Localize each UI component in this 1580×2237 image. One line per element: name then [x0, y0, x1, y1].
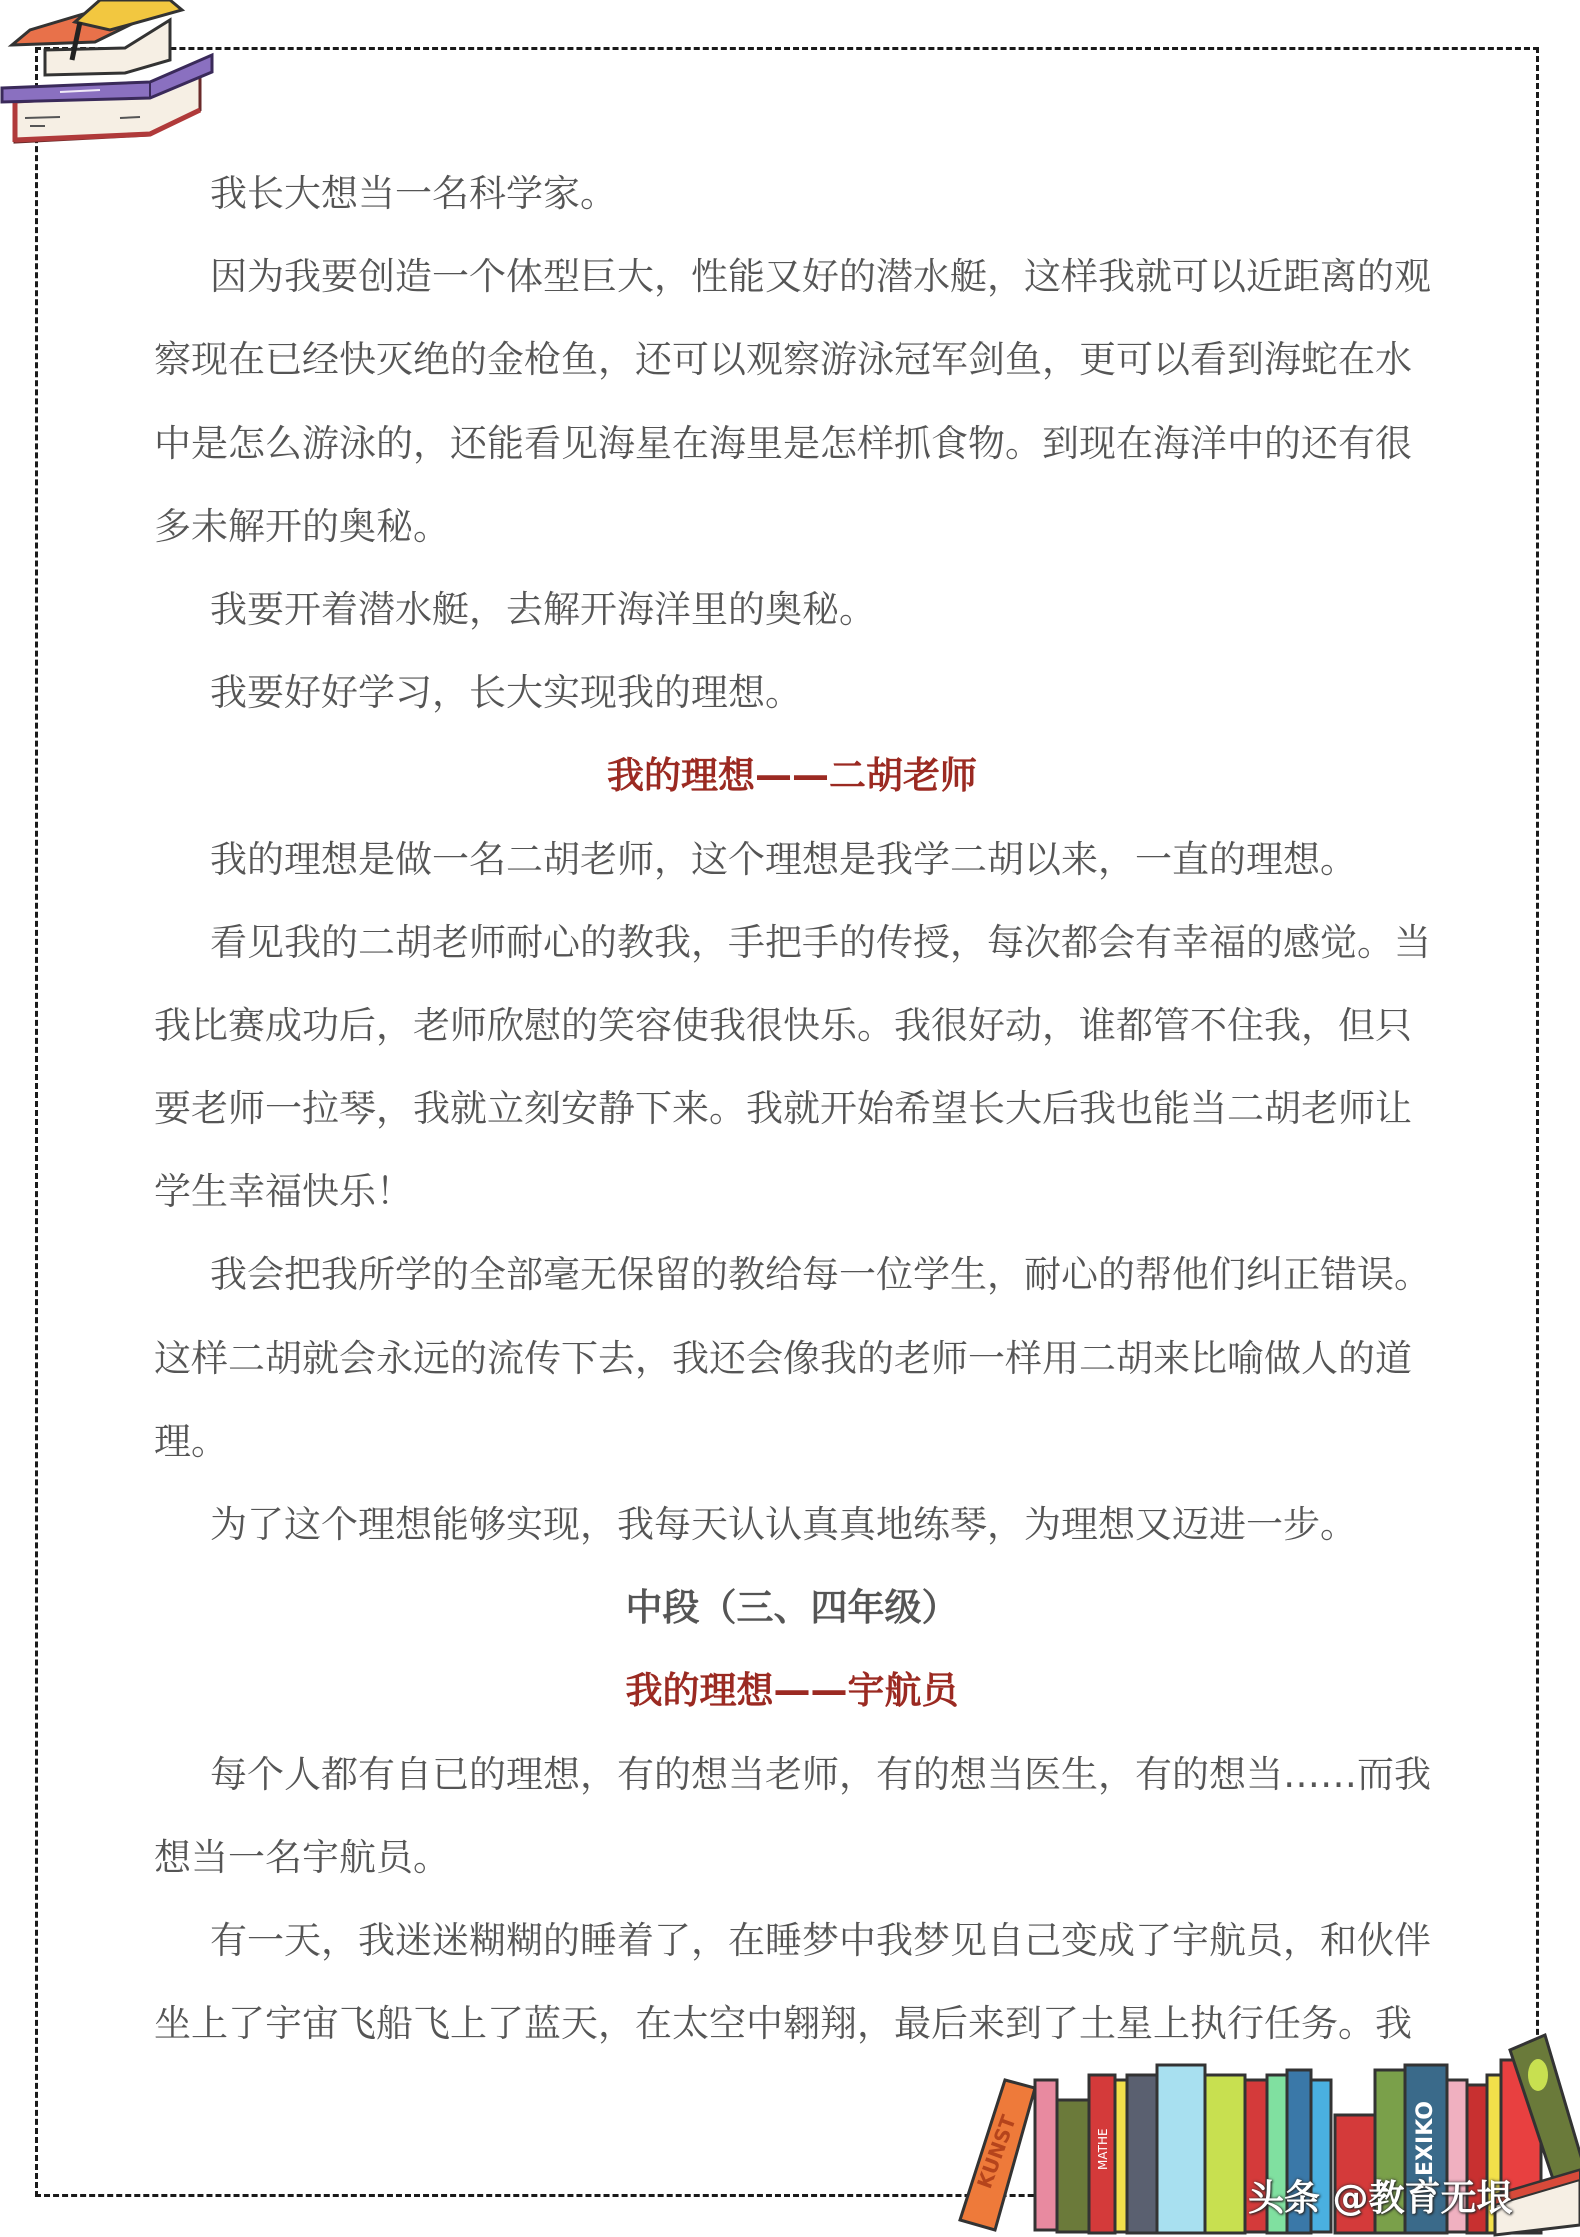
paragraph-line: 学生幸福快乐！ — [154, 1170, 413, 1214]
paragraph-line: 中是怎么游泳的，还能看见海星在海里是怎样抓食物。到现在海洋中的还有很 — [154, 421, 1412, 465]
paragraph-line: 想当一名宇航员。 — [154, 1835, 450, 1879]
paragraph-line: 理。 — [154, 1419, 228, 1463]
paragraph-line: 有一天，我迷迷糊糊的睡着了，在睡梦中我梦见自己变成了宇航员，和伙伴 — [210, 1918, 1431, 1962]
book-spine-lexiko: LEXIKO — [1413, 2101, 1438, 2190]
paragraph-line: 坐上了宇宙飞船飞上了蓝天，在太空中翱翔，最后来到了土星上执行任务。我 — [154, 2002, 1412, 2046]
paragraph-line: 看见我的二胡老师耐心的教我，手把手的传授，每次都会有幸福的感觉。当 — [210, 920, 1431, 964]
paragraph-line: 我会把我所学的全部毫无保留的教给每一位学生，耐心的帮他们纠正错误。 — [210, 1253, 1431, 1297]
watermark: 头条 @教育无垠 — [1248, 2178, 1513, 2219]
grade-section-heading: 中段（三、四年级） — [625, 1586, 959, 1630]
paragraph-line: 我要好好学习，长大实现我的理想。 — [210, 671, 802, 715]
section-title-astronaut: 我的理想——宇航员 — [625, 1669, 959, 1713]
section-title-erhu-teacher: 我的理想——二胡老师 — [607, 754, 977, 798]
paragraph-line: 我要开着潜水艇，去解开海洋里的奥秘。 — [210, 587, 876, 631]
stack-of-books-icon — [0, 0, 220, 145]
paragraph-line: 察现在已经快灭绝的金枪鱼，还可以观察游泳冠军剑鱼，更可以看到海蛇在水 — [154, 338, 1412, 382]
paragraph-line: 我比赛成功后，老师欣慰的笑容使我很快乐。我很好动，谁都管不住我，但只 — [154, 1003, 1412, 1047]
paragraph-line: 我长大想当一名科学家。 — [210, 172, 617, 215]
book-spine-mathe: MATHE — [1096, 2128, 1110, 2170]
book-spine-kunst: KUNST — [972, 2111, 1021, 2192]
essay-body — [154, 152, 1430, 2065]
paragraph-line: 要老师一拉琴，我就立刻安静下来。我就开始希望长大后我也能当二胡老师让 — [154, 1087, 1412, 1131]
paragraph-line: 为了这个理想能够实现，我每天认认真真地练琴，为理想又迈进一步。 — [210, 1503, 1357, 1546]
paragraph-line: 因为我要创造一个体型巨大，性能又好的潜水艇，这样我就可以近距离的观 — [210, 255, 1431, 299]
paragraph-line: 每个人都有自已的理想，有的想当老师，有的想当医生，有的想当……而我 — [210, 1752, 1431, 1796]
paragraph-line: 我的理想是做一名二胡老师，这个理想是我学二胡以来，一直的理想。 — [210, 837, 1357, 881]
paragraph-line: 这样二胡就会永远的流传下去，我还会像我的老师一样用二胡来比喻做人的道 — [154, 1336, 1412, 1380]
paragraph-line: 多未解开的奥秘。 — [154, 504, 450, 548]
